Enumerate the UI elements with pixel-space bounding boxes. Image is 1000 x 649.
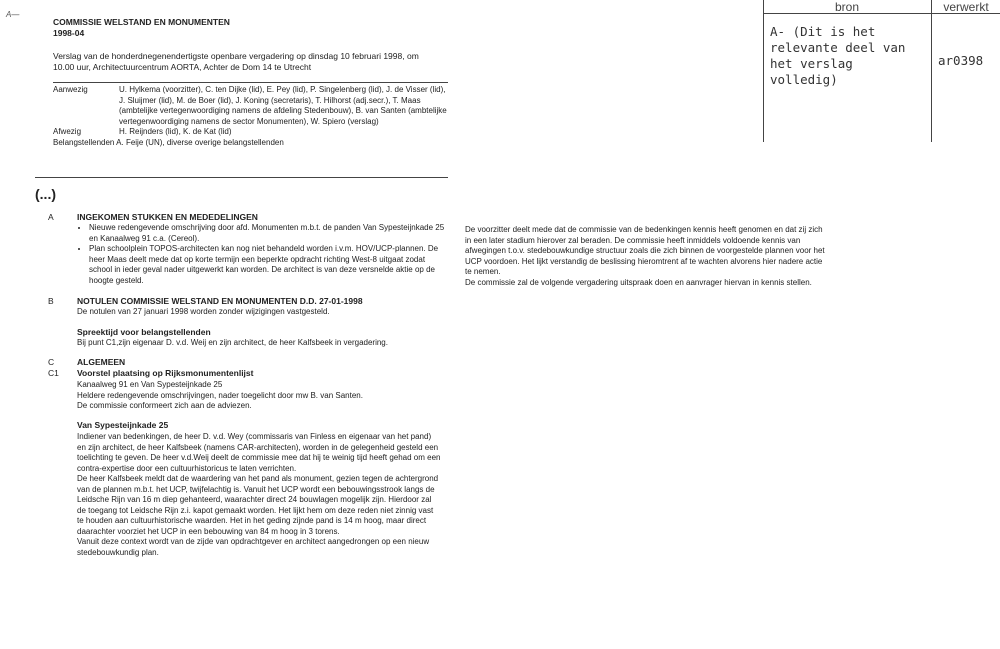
section-c1-letter: C1 [48, 368, 59, 378]
absent-label: Afwezig [53, 127, 82, 136]
archive-note: A- (Dit is het relevante deel van het verslag volledig) [770, 24, 906, 87]
archive-col-source-header: bron [834, 0, 860, 14]
section-a-list [77, 223, 447, 286]
section-b-subtext: Bij punt C1,zijn eigenaar D. v.d. Weij en zijn architect, de heer Kalfsbeek in vergadering. [77, 338, 388, 347]
section-c-letter: C [48, 357, 55, 367]
absent-list: H. Reijnders (lid), K. de Kat (lid) [119, 127, 232, 136]
section-c1-line: De commissie conformeert zich aan de adviezen. [77, 401, 252, 410]
section-a-letter: A [48, 212, 54, 222]
section-b-text: De notulen van 27 januari 1998 worden zonder wijzigingen vastgesteld. [77, 307, 330, 316]
section-b-letter: B [48, 296, 54, 306]
archive-code: ar0398 [938, 53, 984, 68]
header-divider [53, 82, 448, 83]
section-c1-line: Heldere redengevende omschrijvingen, nader toegelicht door mw B. van Santen. [77, 390, 363, 400]
archive-box-left-border [763, 0, 764, 142]
section-c-title: ALGEMEEN [77, 357, 126, 367]
document-number: 1998-04 [53, 28, 85, 38]
archive-box-column-divider [931, 0, 932, 142]
archive-col-processed-header: verwerkt [943, 0, 989, 14]
attendance-block [53, 85, 448, 148]
interested-line: Belangstellenden A. Feije (UN), diverse overige belangstellenden [53, 137, 284, 147]
present-label: Aanwezig [53, 85, 88, 94]
section-c-paragraph: De heer Kalfsbeek meldt dat de waardering van het pand als monument, gezien tegen de achtergrond van de plannen m.b.t. het UCP, twijfelachtig is. Vanuit het UCP wordt een bebouwingsstrook langs de Leidsche Rijn van 16 m diep gehanteerd, waarachter direct 24 bouwlagen mogelijk zijn. Hierdoor zal de toegang tot Leidsche Rijn z.i. kapot gemaakt worden. Het lijkt hem om deze reden niet zinnig vast te houden aan cultuurhistorische waarden. Het in het geding zijnde pand is 14 m hoog, maar direct daarachter voorziet het UCP in een bebouwing van 84 m hoog in 3 torens. [77, 474, 439, 536]
decision-paragraph: De commissie zal de volgende vergadering uitspraak doen en aanvrager hiervan in kennis stellen. [465, 277, 812, 287]
decision-paragraph: De voorzitter deelt mede dat de commissie van de bedenkingen kennis heeft genomen en dat zij zich in een later stadium hierover zal beraden. De commissie heeft inmiddels voldoende kennis van afwegingen t.o.v. stedebouwkundige structuur zoals die zich binnen de voorgestelde plannen voor het UCP voordoen. Het lijkt verstandig de beslissing hieromtrent af te wachten alvorens hier nadere actie te nemen. [465, 225, 825, 276]
meeting-intro: Verslag van de honderdnegenendertigste openbare vergadering op dinsdag 10 februari 1998, om 10.00 uur, Architectuurcentrum AORTA, Achter de Dom 14 te Utrecht [53, 51, 419, 72]
document-title: COMMISSIE WELSTAND EN MONUMENTEN [53, 17, 230, 27]
section-a-title: INGEKOMEN STUKKEN EN MEDEDELINGEN [77, 212, 258, 222]
section-c-paragraph: Vanuit deze context wordt van de zijde van opdrachtgever en architect aangedrongen op een nieuw stedebouwkundig plan. [77, 537, 430, 557]
section-c-body [77, 432, 442, 558]
decision-column [465, 225, 830, 288]
attendance-divider [35, 177, 448, 178]
present-list: U. Hylkema (voorzitter), C. ten Dijke (lid), E. Pey (lid), P. Singelenberg (lid), J. de Visser (lid), J. Sluijmer (lid), M. de Boer (lid), J. Koning (secretaris), T. Hilhorst (adj.secr.), T. Maas (ambtelijke vertegenwoordiging namens de afdeling Stedenbouw), B. van Santen (ambtelijke vertegenwoordiging namens de sector Monumenten), W. Spiero (verslag) [119, 85, 447, 126]
section-a-item: • Plan schoolplein TOPOS-architecten kan nog niet behandeld worden i.v.m. HOV/UCP-plannen. De heer Maas deelt mede dat op korte termijn een beperkte opdracht richting West-8 uitgaat zodat school in ieder geval nader uitgewerkt kan worden. De architect is van deze versnelde aktie op de hoogte gesteld. [89, 244, 447, 286]
section-b-title: NOTULEN COMMISSIE WELSTAND EN MONUMENTEN D.D. 27-01-1998 [77, 296, 363, 306]
section-c1-line: Kanaalweg 91 en Van Sypesteijnkade 25 [77, 380, 223, 389]
section-b-subtitle: Spreektijd voor belangstellenden [77, 327, 211, 337]
ellipsis-mark: (...) [35, 186, 56, 202]
section-a-item: • Nieuwe redengevende omschrijving door afd. Monumenten m.b.t. de panden Van Sypesteijnkade 25 en Kanaalweg 91 c.a. (Cereol). [89, 223, 447, 244]
section-c-subtitle: Van Sypesteijnkade 25 [77, 420, 169, 430]
corner-mark: A— [6, 10, 20, 19]
section-c1-body [77, 380, 447, 412]
section-c1-title: Voorstel plaatsing op Rijksmonumentenlijst [77, 368, 254, 378]
section-c-paragraph: Indiener van bedenkingen, de heer D. v.d. Wey (commissaris van Finless en eigenaar van het pand) en zijn architect, de heer Kalfsbeek (namens CAR-architecten), worden in de gelegenheid gesteld een toelichting te geven. De heer v.d.Weij deelt de commissie mee dat hij te weinig tijd heeft gehad om een contra-expertise door een cultuurhistoricus te laten verrichten. [77, 432, 441, 473]
